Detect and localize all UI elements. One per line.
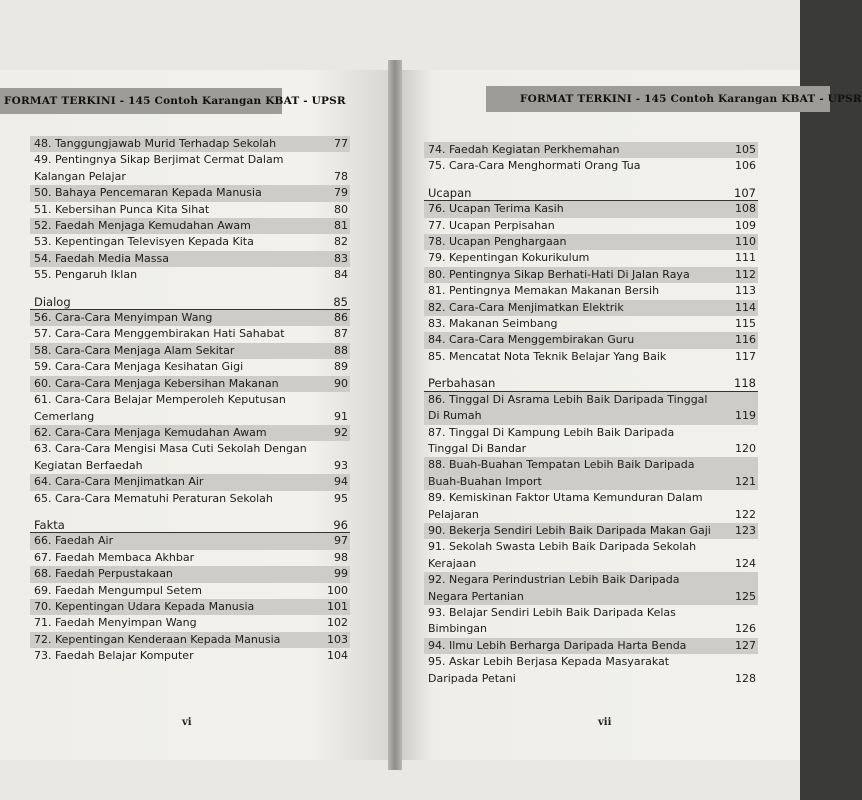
- toc-entry: [34, 202, 350, 218]
- toc-entry: [34, 251, 350, 267]
- entry-title: 85. Mencatat Nota Teknik Belajar Yang Baik: [428, 349, 667, 363]
- entry-page: 106: [735, 159, 756, 173]
- entry-page: 93: [334, 458, 348, 472]
- toc-entry: [428, 300, 758, 316]
- entry-page: 119: [735, 409, 756, 423]
- entry-page: 78: [334, 169, 348, 183]
- entry-page: 91: [334, 409, 348, 423]
- entry-page: 86: [334, 311, 348, 325]
- toc-entry: [34, 392, 350, 425]
- toc-entry: [34, 632, 350, 648]
- entry-page: 100: [327, 583, 348, 597]
- entry-title: 94. Ilmu Lebih Berharga Daripada Harta Benda: [428, 638, 687, 652]
- toc-entry: [34, 359, 350, 375]
- toc-entry: [428, 283, 758, 299]
- toc-entry: [34, 566, 350, 582]
- right-page: [402, 70, 862, 760]
- entry-page: 111: [735, 251, 756, 265]
- toc-entry: [34, 533, 350, 549]
- section-page: 107: [734, 185, 756, 200]
- entry-title: 59. Cara-Cara Menjaga Kesihatan Gigi: [34, 360, 244, 374]
- entry-title: 73. Faedah Belajar Komputer: [34, 649, 194, 663]
- entry-title: 84. Cara-Cara Menggembirakan Guru: [428, 333, 635, 347]
- entry-title: 88. Buah-Buahan Tempatan Lebih Baik Daripada Buah-Buahan Import: [428, 458, 695, 488]
- entry-title: 52. Faedah Menjaga Kemudahan Awam: [34, 219, 251, 233]
- toc-entry: [34, 474, 350, 490]
- entry-page: 121: [735, 474, 756, 488]
- entry-title: 49. Pentingnya Sikap Berjimat Cermat Dalam Kalangan Pelajar: [34, 153, 284, 183]
- toc-entry: [34, 583, 350, 599]
- entry-page: 128: [735, 671, 756, 685]
- entry-page: 79: [334, 186, 348, 200]
- entry-page: 112: [735, 267, 756, 281]
- entry-title: 56. Cara-Cara Menyimpan Wang: [34, 311, 213, 325]
- toc-entry: [34, 152, 350, 185]
- entry-title: 58. Cara-Cara Menjaga Alam Sekitar: [34, 343, 235, 357]
- entry-title: 86. Tinggal Di Asrama Lebih Baik Daripada Tinggal Di Rumah: [428, 392, 708, 423]
- entry-title: 83. Makanan Seimbang: [428, 317, 558, 331]
- entry-title: 75. Cara-Cara Menghormati Orang Tua: [428, 159, 641, 173]
- entry-page: 90: [334, 376, 348, 390]
- entry-title: 66. Faedah Air: [34, 534, 114, 548]
- toc-entry: [428, 267, 758, 283]
- section-page: 96: [333, 517, 348, 532]
- toc-entry: [34, 491, 350, 507]
- toc-entry: [428, 201, 758, 217]
- entry-page: 124: [735, 556, 756, 570]
- entry-page: 83: [334, 251, 348, 265]
- entry-page: 84: [334, 268, 348, 282]
- section-title: Dialog: [34, 294, 71, 309]
- toc-entry: [428, 523, 758, 539]
- toc-entry: [34, 310, 350, 326]
- entry-title: 78. Ucapan Penghargaan: [428, 235, 567, 249]
- toc-entry: [428, 332, 758, 348]
- entry-title: 69. Faedah Mengumpul Setem: [34, 583, 202, 597]
- toc-entry: [428, 392, 758, 425]
- entry-title: 72. Kepentingan Kenderaan Kepada Manusia: [34, 632, 281, 646]
- section-heading: [428, 375, 758, 391]
- entry-title: 55. Pengaruh Iklan: [34, 268, 138, 282]
- toc-entry: [34, 234, 350, 250]
- toc-entry: [34, 343, 350, 359]
- section-page: 85: [333, 294, 348, 309]
- toc-entry: [428, 490, 758, 523]
- section-heading: [428, 185, 758, 201]
- toc-entry: [428, 638, 758, 654]
- toc-entry: [34, 599, 350, 615]
- entry-page: 94: [334, 475, 348, 489]
- entry-title: 93. Belajar Sendiri Lebih Baik Daripada Kelas Bimbingan: [428, 605, 676, 636]
- entry-title: 53. Kepentingan Televisyen Kepada Kita: [34, 235, 254, 249]
- entry-page: 122: [735, 507, 756, 521]
- entry-title: 82. Cara-Cara Menjimatkan Elektrik: [428, 300, 624, 314]
- toc-entry: [428, 457, 758, 490]
- entry-page: 109: [735, 218, 756, 232]
- toc-entry: [428, 605, 758, 638]
- entry-page: 114: [735, 300, 756, 314]
- section-title: Ucapan: [428, 185, 472, 200]
- toc-entry: [34, 615, 350, 631]
- page-number: vii: [598, 717, 612, 728]
- entry-page: 115: [735, 317, 756, 331]
- toc-entry: [34, 136, 350, 152]
- entry-page: 97: [334, 534, 348, 548]
- toc-entry: [34, 648, 350, 664]
- toc-entry: [34, 550, 350, 566]
- entry-page: 103: [327, 632, 348, 646]
- entry-page: 82: [334, 235, 348, 249]
- entry-page: 120: [735, 441, 756, 455]
- toc-entry: [34, 267, 350, 283]
- entry-title: 92. Negara Perindustrian Lebih Baik Daripada Negara Pertanian: [428, 573, 680, 603]
- entry-title: 67. Faedah Membaca Akhbar: [34, 550, 195, 564]
- entry-title: 57. Cara-Cara Menggembirakan Hati Sahabat: [34, 327, 285, 341]
- entry-page: 95: [334, 491, 348, 505]
- entry-title: 74. Faedah Kegiatan Perkhemahan: [428, 143, 620, 156]
- entry-title: 54. Faedah Media Massa: [34, 251, 169, 265]
- section-heading: [34, 517, 350, 533]
- toc-entry: [428, 654, 758, 687]
- entry-title: 62. Cara-Cara Menjaga Kemudahan Awam: [34, 425, 267, 439]
- left-page: [0, 70, 388, 760]
- toc-entry: [428, 158, 758, 174]
- entry-title: 77. Ucapan Perpisahan: [428, 218, 555, 232]
- toc-entry: [34, 441, 350, 474]
- entry-page: 125: [735, 589, 756, 603]
- toc-entry: [34, 185, 350, 201]
- entry-title: 89. Kemiskinan Faktor Utama Kemunduran Dalam Pelajaran: [428, 491, 703, 521]
- entry-page: 87: [334, 327, 348, 341]
- book-gutter: [388, 60, 402, 770]
- section-title: Fakta: [34, 517, 65, 532]
- section-title: Perbahasan: [428, 376, 496, 391]
- entry-page: 77: [334, 137, 348, 150]
- entry-page: 81: [334, 219, 348, 233]
- toc-entry: [428, 349, 758, 365]
- entry-title: 71. Faedah Menyimpan Wang: [34, 616, 197, 630]
- entry-page: 113: [735, 284, 756, 298]
- entry-page: 98: [334, 550, 348, 564]
- entry-title: 70. Kepentingan Udara Kepada Manusia: [34, 599, 255, 613]
- entry-title: 87. Tinggal Di Kampung Lebih Baik Daripada Tinggal Di Bandar: [428, 425, 675, 455]
- toc-entry: [428, 572, 758, 605]
- entry-page: 127: [735, 638, 756, 652]
- entry-title: 95. Askar Lebih Berjasa Kepada Masyarakat Daripada Petani: [428, 655, 670, 685]
- running-header: FORMAT TERKINI - 145 Contoh Karangan KBAT - UPSR: [0, 88, 282, 114]
- entry-title: 48. Tanggungjawab Murid Terhadap Sekolah: [34, 137, 277, 150]
- entry-title: 63. Cara-Cara Mengisi Masa Cuti Sekolah Dengan Kegiatan Berfaedah: [34, 442, 307, 472]
- toc-entry: [428, 425, 758, 458]
- table-of-contents: [34, 136, 350, 665]
- entry-page: 126: [735, 622, 756, 636]
- entry-title: 90. Bekerja Sendiri Lebih Baik Daripada Makan Gaji: [428, 523, 711, 537]
- toc-entry: [34, 218, 350, 234]
- entry-page: 117: [735, 349, 756, 363]
- toc-entry: [428, 250, 758, 266]
- table-of-contents: [428, 142, 758, 687]
- entry-page: 102: [327, 616, 348, 630]
- entry-title: 61. Cara-Cara Belajar Memperoleh Keputusan Cemerlang: [34, 393, 286, 423]
- entry-page: 88: [334, 343, 348, 357]
- entry-page: 92: [334, 425, 348, 439]
- toc-entry: [34, 425, 350, 441]
- section-heading: [34, 294, 350, 310]
- running-header: FORMAT TERKINI - 145 Contoh Karangan KBAT - UPSR: [486, 86, 830, 112]
- toc-entry: [428, 316, 758, 332]
- entry-page: 123: [735, 523, 756, 537]
- toc-entry: [34, 326, 350, 342]
- page-number: vi: [182, 717, 192, 728]
- toc-entry: [428, 539, 758, 572]
- entry-title: 81. Pentingnya Memakan Makanan Bersih: [428, 284, 660, 298]
- entry-page: 108: [735, 202, 756, 216]
- section-page: 118: [734, 376, 756, 391]
- entry-title: 79. Kepentingan Kokurikulum: [428, 251, 590, 265]
- toc-entry: [428, 234, 758, 250]
- entry-title: 80. Pentingnya Sikap Berhati-Hati Di Jalan Raya: [428, 267, 690, 281]
- entry-page: 104: [327, 649, 348, 663]
- entry-page: 101: [327, 599, 348, 613]
- entry-title: 68. Faedah Perpustakaan: [34, 567, 173, 581]
- toc-entry: [428, 142, 758, 158]
- entry-page: 99: [334, 567, 348, 581]
- entry-title: 91. Sekolah Swasta Lebih Baik Daripada Sekolah Kerajaan: [428, 540, 697, 570]
- entry-title: 60. Cara-Cara Menjaga Kebersihan Makanan: [34, 376, 279, 390]
- entry-page: 110: [735, 235, 756, 249]
- entry-title: 65. Cara-Cara Mematuhi Peraturan Sekolah: [34, 491, 273, 505]
- toc-entry: [34, 376, 350, 392]
- entry-page: 89: [334, 360, 348, 374]
- entry-title: 64. Cara-Cara Menjimatkan Air: [34, 475, 204, 489]
- entry-title: 51. Kebersihan Punca Kita Sihat: [34, 202, 210, 216]
- entry-page: 105: [735, 143, 756, 156]
- entry-title: 76. Ucapan Terima Kasih: [428, 202, 564, 216]
- entry-title: 50. Bahaya Pencemaran Kepada Manusia: [34, 186, 262, 200]
- entry-page: 116: [735, 333, 756, 347]
- toc-entry: [428, 218, 758, 234]
- entry-page: 80: [334, 202, 348, 216]
